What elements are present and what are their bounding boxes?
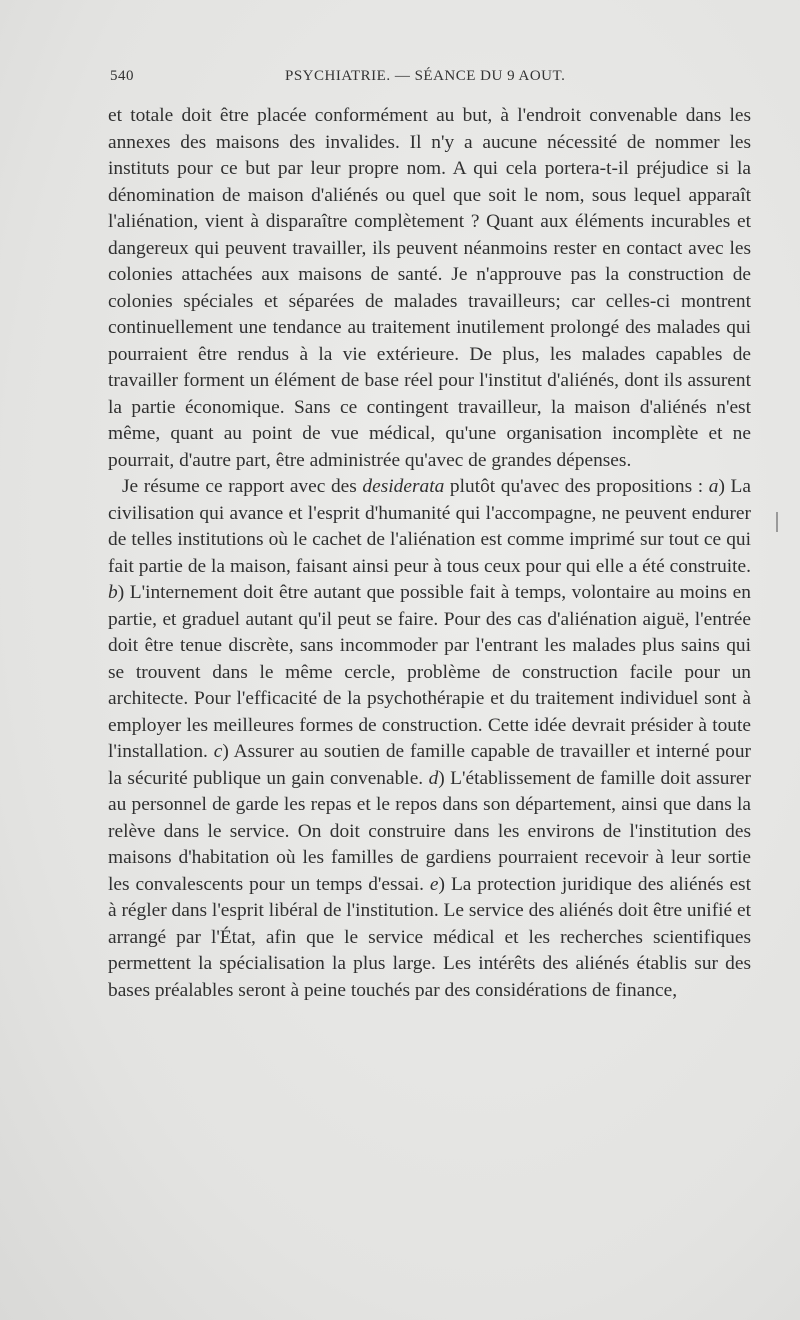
text-segment: plutôt qu'avec des propositions : (444, 476, 709, 497)
margin-mark (776, 512, 778, 532)
enumeration-b: b (108, 582, 118, 603)
text-segment: ) La protection juridique des aliénés est à régler dans l'esprit libéral de l'institution. Le service des aliénés doit être unifié et arrangé par l'État, afin que le service médical et les recherches scientifiques permettent la spécialisation la plus large. Les intérêts des aliénés établis sur des bases préalables seront à peine touchés par des considérations de finance, (108, 873, 751, 1001)
body-text (108, 103, 751, 1004)
enumeration-e: e (429, 873, 439, 895)
page-number: 540 (110, 68, 134, 84)
text-segment: et totale doit être placée conformément au but, à l'endroit convenable dans les annexes des maisons des invalides. Il n'y a aucune nécessité de nommer les instituts pour ce but par leur propre nom. A qui cela portera-t-il préjudice si la dénomination de maison d'aliénés ou quel que soit le nom, sous lequel apparaît l'aliénation, vient à disparaître complètement ? Quant aux éléments incurables et dangereux qui peuvent travailler, ils peuvent néanmoins rester en contact avec les colonies attachées aux maisons de santé. Je n'approuve pas la construction de colonies spéciales et séparées de malades travailleurs; car celles-ci montrent continuellement une tendance au traitement inutilement prolongé des malades qui pourraient être rendus à la vie extérieure. De plus, les malades capables de travailler forment un élément de base réel pour l'institut d'aliénés, dont ils assurent la partie économique. Sans ce contingent travailleur, la maison d'aliénés n'est même, quant au point de vue médical, qu'une organisation incomplète et ne pourrait, d'autre part, être administrée qu'avec de grandes dépenses. (108, 105, 751, 471)
enumeration-a: a (708, 476, 719, 497)
enumeration-c: c (213, 741, 223, 762)
text-segment: ) L'internement doit être autant que possible fait à temps, volontaire au moins en partie, et graduel autant qu'il peut se faire. Pour des cas d'aliénation aiguë, l'entrée doit être tenue discrète, sans incommoder par l'entrant les malades plus sains qui se trouvent dans le même cercle, problème de construction facile pour un architecte. Pour l'efficacité de la psychothérapie et du traitement individuel sont à employer les meilleures formes de construction. Cette idée devrait présider à toute l'installation. (108, 582, 751, 762)
running-head: PSYCHIATRIE. — SÉANCE DU 9 AOUT. (285, 68, 566, 84)
page-header (110, 68, 750, 92)
paragraph-1 (108, 103, 751, 474)
text-segment: ) La civilisation qui avance et l'esprit d'humanité qui l'accompagne, ne peuvent endurer de telles institutions où le cachet de l'aliénation est comme imprimé sur tout ce qui fait partie de la maison, faisant ainsi peur à tous ceux pour qui elle a été construite. (108, 476, 751, 577)
text-segment: Je résume ce rapport avec des (122, 476, 363, 497)
enumeration-d: d (428, 767, 439, 789)
desiderata-italic: desiderata (362, 476, 445, 497)
paragraph-2 (108, 474, 751, 1004)
text-segment: ) L'établissement de famille doit assurer au personnel de garde les repas et le repos dans son département, ainsi que dans la relève dans le service. On doit construire dans les environs de l'institution des maisons d'habitation où les familles de gardiens pourraient recevoir à leur sortie les convalescents pour un temps d'essai. (108, 767, 751, 895)
text-segment: ) Assurer au soutien de famille capable de travailler et interné pour la sécurité publique un gain convenable. (108, 741, 751, 789)
